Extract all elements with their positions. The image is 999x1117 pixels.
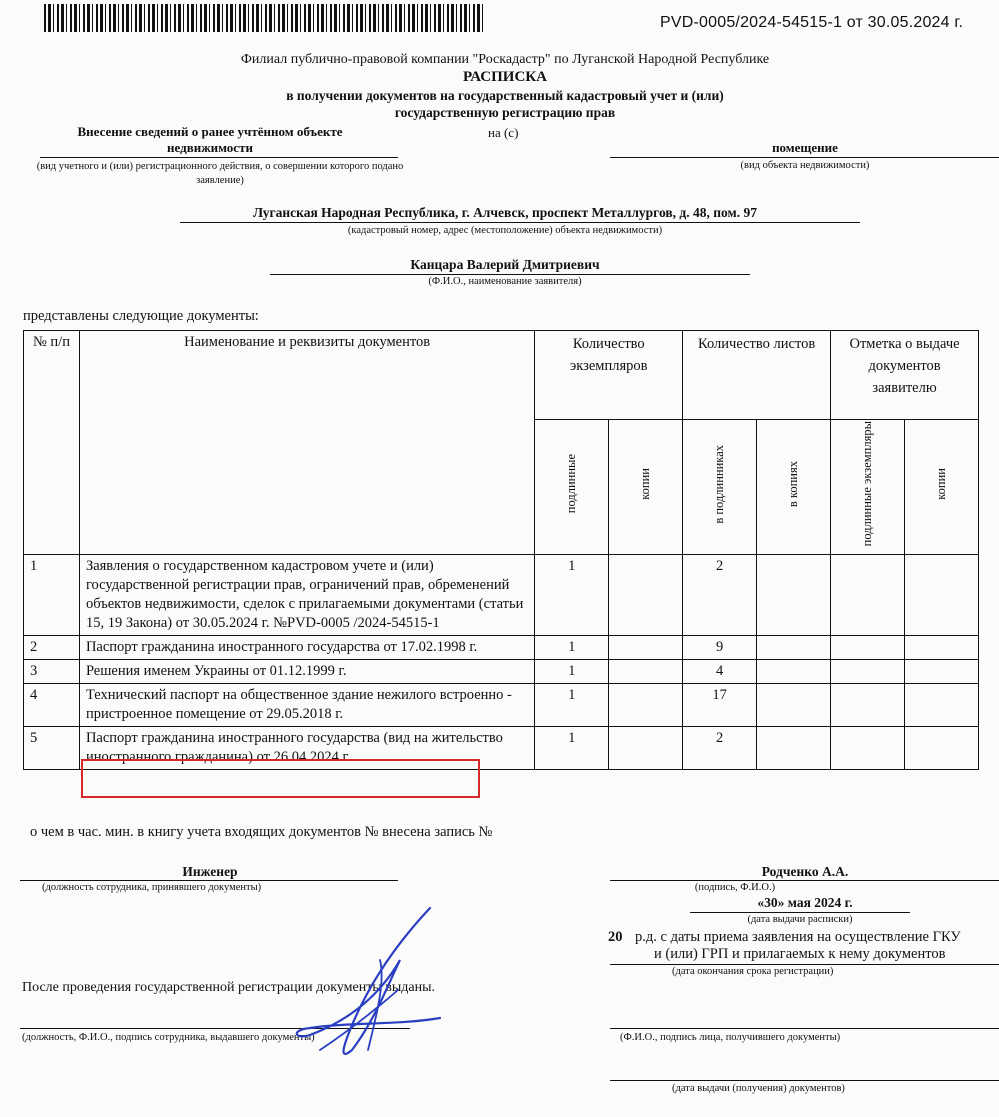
deadline-line: [610, 964, 999, 965]
action-line: [40, 157, 398, 158]
row-copies: [609, 636, 683, 660]
applicant-caption: (Ф.И.О., наименование заявителя): [428, 276, 582, 287]
row-sheets: 2: [683, 555, 757, 636]
row-issued-copies: [905, 636, 979, 660]
row-copies: [609, 660, 683, 684]
row-num: 2: [24, 636, 80, 660]
header-issue-mark: Отметка о выдаче документов заявителю: [831, 331, 979, 420]
applicant-name: Канцара Валерий Дмитриевич: [410, 257, 600, 272]
object-type: помещение: [772, 140, 838, 155]
receiver-caption: (Ф.И.О., подпись лица, получившего документы): [620, 1032, 841, 1043]
row-sheets: 9: [683, 636, 757, 660]
subheader-in-copies: в копиях: [757, 420, 831, 555]
header-copies-count: Количество экземпляров: [535, 331, 683, 420]
row-doc-name: Заявления о государственном кадастровом учете и (или) государственной регистрации прав, ограничений прав, обременений объектов недвижимости, сделок с прилагаемыми документами (статьи 15, 19 Закона) от 30.05.2024 г. №PVD-0005 /2024-54515-1: [79, 555, 534, 636]
row-issued-copies: [905, 684, 979, 727]
row-doc-name: Технический паспорт на общественное здание нежилого встроенно - пристроенное помещение от 29.05.2018 г.: [79, 684, 534, 727]
row-doc-name: Решения именем Украины от 01.12.1999 г.: [79, 660, 534, 684]
days-count: 20: [608, 929, 623, 945]
action-type-line2: недвижимости: [167, 140, 253, 155]
signer-name: Родченко А.А.: [761, 864, 849, 879]
position-caption: (должность сотрудника, принявшего документы): [42, 882, 262, 893]
document-subtitle-2: государственную регистрацию прав: [394, 105, 616, 120]
row-copies: [609, 684, 683, 727]
row-copies: [609, 727, 683, 770]
row-originals: 1: [535, 727, 609, 770]
row-originals: 1: [535, 555, 609, 636]
row-issued-orig: [831, 727, 905, 770]
deadline-line2: и (или) ГРП и прилагаемых к нему документов: [654, 946, 946, 962]
table-header-row: [24, 331, 979, 420]
after-registration-text: После проведения государственной регистрации документы выданы.: [22, 980, 435, 995]
issue-receipt-date-caption: (дата выдачи (получения) документов): [672, 1083, 845, 1094]
organization-name: Филиал публично-правовой компании "Роскадастр" по Луганской Народной Республике: [240, 52, 770, 67]
row-issued-copies: [905, 555, 979, 636]
row-sheets: 17: [683, 684, 757, 727]
row-doc-name: Паспорт гражданина иностранного государства (вид на жительство иностранного гражданина) от 26.04.2024 г.: [79, 727, 534, 770]
row-sheets-copies: [757, 727, 831, 770]
document-title: РАСПИСКА: [462, 69, 548, 85]
row-doc-name: Паспорт гражданина иностранного государства от 17.02.1998 г.: [79, 636, 534, 660]
row-sheets-copies: [757, 660, 831, 684]
record-line: о чем в час. мин. в книгу учета входящих документов № внесена запись №: [30, 824, 493, 840]
row-issued-orig: [831, 660, 905, 684]
issue-date-line: [690, 912, 910, 913]
signer-caption: (подпись, Ф.И.О.): [694, 882, 776, 893]
header-num: № п/п: [24, 331, 80, 555]
issuer-caption: (должность, Ф.И.О., подпись сотрудника, выдавшего документы): [22, 1032, 315, 1043]
action-type-line1: Внесение сведений о ранее учтённом объекте: [77, 124, 343, 139]
row-num: 3: [24, 660, 80, 684]
address-caption: (кадастровый номер, адрес (местоположение) объекта недвижимости): [347, 225, 663, 236]
row-originals: 1: [535, 660, 609, 684]
issue-receipt-date-line: [610, 1080, 999, 1081]
receiver-line: [610, 1028, 999, 1029]
row-originals: 1: [535, 636, 609, 660]
subheader-originals: подлинные: [535, 420, 609, 555]
barcode: [44, 4, 484, 32]
position: Инженер: [182, 864, 238, 879]
row-sheets-copies: [757, 555, 831, 636]
issue-date-caption: (дата выдачи расписки): [747, 914, 853, 925]
applicant-line: [270, 274, 750, 275]
row-num: 4: [24, 684, 80, 727]
signature: [280, 900, 460, 1070]
subheader-copies-2: копии: [905, 420, 979, 555]
header-doc-name: Наименование и реквизиты документов: [79, 331, 534, 555]
issue-date: «30» мая 2024 г.: [757, 895, 853, 910]
highlight-box: [81, 759, 480, 798]
row-issued-orig: [831, 555, 905, 636]
table-row: [24, 555, 979, 636]
row-sheets: 2: [683, 727, 757, 770]
row-sheets: 4: [683, 660, 757, 684]
intro-text: представлены следующие документы:: [23, 308, 259, 324]
subheader-copies: копии: [609, 420, 683, 555]
deadline-caption: (дата окончания срока регистрации): [672, 966, 834, 977]
row-issued-copies: [905, 727, 979, 770]
table-row: [24, 660, 979, 684]
deadline-line1: р.д. с даты приема заявления на осуществление ГКУ: [635, 929, 961, 945]
row-sheets-copies: [757, 684, 831, 727]
subheader-in-originals: в подлинниках: [683, 420, 757, 555]
address-line: [180, 222, 860, 223]
row-num: 5: [24, 727, 80, 770]
na-s-label: на (с): [488, 125, 519, 140]
registration-number: PVD-0005/2024-54515-1 от 30.05.2024 г.: [660, 14, 964, 31]
header-sheets-count: Количество листов: [683, 331, 831, 420]
object-address: Луганская Народная Республика, г. Алчевск, проспект Металлургов, д. 48, пом. 97: [253, 205, 757, 220]
object-type-caption: (вид объекта недвижимости): [740, 160, 870, 171]
row-issued-orig: [831, 684, 905, 727]
row-copies: [609, 555, 683, 636]
table-row: [24, 636, 979, 660]
signer-line: [610, 880, 999, 881]
row-issued-orig: [831, 636, 905, 660]
documents-table: [23, 330, 979, 770]
table-row: [24, 684, 979, 727]
object-type-line: [610, 157, 999, 158]
row-issued-copies: [905, 660, 979, 684]
action-caption: (вид учетного и (или) регистрационного действия, о совершении которого подано заявление): [36, 161, 404, 186]
row-num: 1: [24, 555, 80, 636]
position-line: [20, 880, 398, 881]
document-subtitle-1: в получении документов на государственный кадастровый учет и (или): [286, 88, 724, 103]
row-sheets-copies: [757, 636, 831, 660]
row-originals: 1: [535, 684, 609, 727]
subheader-original-copies: подлинные экземпляры: [831, 420, 905, 555]
